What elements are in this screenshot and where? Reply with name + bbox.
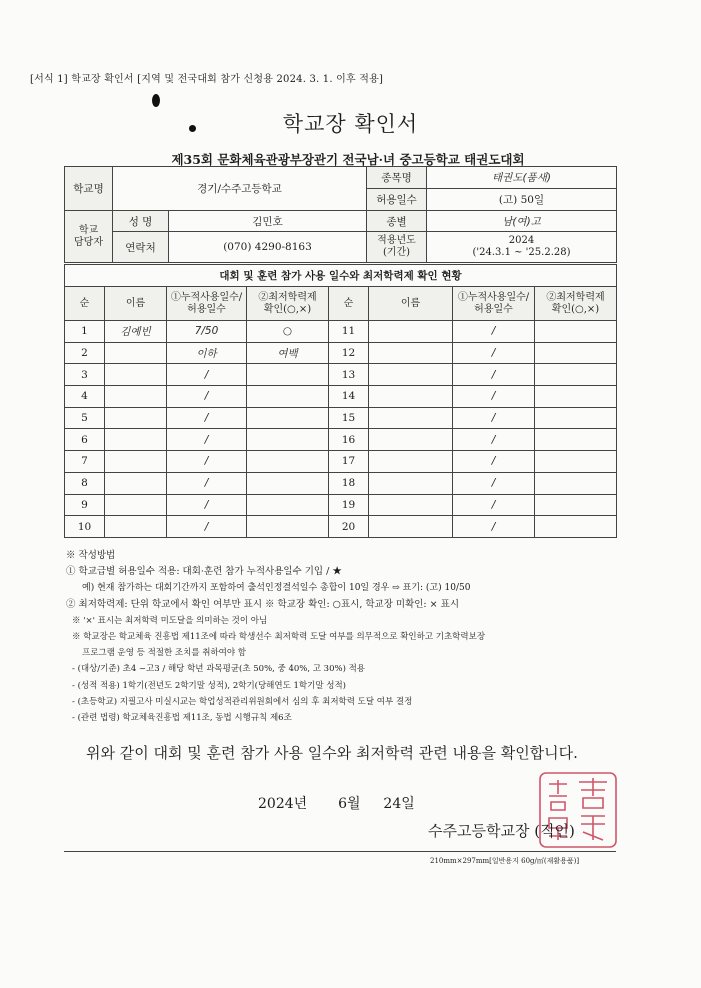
row-no-2: 12: [329, 342, 369, 364]
col-name-header: 이름: [105, 287, 167, 321]
row-no-2: 17: [329, 451, 369, 473]
col-min-line1: ②최저학력제: [258, 291, 317, 303]
manager-label-line1: 학교: [78, 224, 99, 236]
document-title: 학교장 확인서: [282, 112, 419, 136]
row-min-2: [535, 364, 617, 386]
detail-4: - (관련 법령) 학교체육진흥법 제11조, 동법 시행규칙 제6조: [72, 713, 292, 724]
row-min-2: [535, 494, 617, 516]
col-min-header: [247, 287, 329, 321]
row-name-2: [369, 494, 453, 516]
row-days-2: /: [453, 472, 535, 494]
row-min: [247, 451, 329, 473]
detail-3: - (초등학교) 지필고사 미실시교는 학업성적관리위원회에서 심의 후 최저학력 도달 여부 결정: [72, 696, 413, 707]
row-days: /: [167, 386, 247, 408]
usage-row: [65, 516, 617, 538]
year-value: [427, 232, 617, 263]
event-title: 제35회 문화체육관광부장관기 전국남·녀 중고등학교 태권도대회: [171, 152, 525, 167]
row-min: [247, 516, 329, 538]
col-name-header-2: 이름: [369, 287, 453, 321]
row-no-2: 14: [329, 386, 369, 408]
row-days: /: [167, 472, 247, 494]
row-name: [105, 472, 167, 494]
row-min: ○: [247, 321, 329, 343]
usage-row: [65, 472, 617, 494]
event-value: 태권도(품새): [427, 167, 617, 189]
row-days-2: /: [453, 407, 535, 429]
manager-label-line2: 담당자: [74, 236, 103, 248]
detail-2: - (성적 적용) 1학기(전년도 2학기말 성적), 2학기(당해연도 1학기말 성적): [72, 680, 346, 691]
row-name-2: [369, 472, 453, 494]
gender-value: 남(여)고: [427, 211, 617, 232]
usage-row: [65, 386, 617, 408]
usage-row: [65, 494, 617, 516]
row-min: [247, 494, 329, 516]
row-min-2: [535, 429, 617, 451]
row-min: [247, 386, 329, 408]
year-value-line2: ('24.3.1 ~ '25.2.28): [472, 247, 571, 258]
ink-mark: [152, 94, 160, 107]
row-name-2: [369, 342, 453, 364]
row-no: 10: [65, 516, 105, 538]
col-min-header-2: [535, 287, 617, 321]
year-value-line1: 2024: [508, 235, 535, 246]
note-1-example: 예) 현재 참가하는 대회기간까지 포함하여 출석인정결석일수 총합이 10일 경우 ⇨ 표기: (고) 10/50: [82, 583, 471, 594]
usage-table: [64, 264, 617, 538]
col-min-line1: ②최저학력제: [546, 291, 605, 303]
writing-notes: [66, 548, 626, 726]
row-no: 2: [65, 342, 105, 364]
manager-label: [65, 211, 113, 263]
col-days-line2: 허용일수: [474, 303, 513, 315]
row-days-2: /: [453, 429, 535, 451]
row-no-2: 16: [329, 429, 369, 451]
row-days: 7/50: [167, 321, 247, 343]
bottom-divider: [64, 851, 616, 852]
year-label: [367, 232, 427, 263]
paper-spec: 210mm×297mm[일반용지 60g/㎡(재활용품)]: [430, 857, 580, 865]
row-min-2: [535, 516, 617, 538]
usage-row: [65, 364, 617, 386]
row-name: [105, 364, 167, 386]
row-no-2: 19: [329, 494, 369, 516]
row-days: /: [167, 451, 247, 473]
row-name: [105, 451, 167, 473]
principal-signature: 수주고등학교장 (직인): [428, 822, 575, 840]
row-min-2: [535, 386, 617, 408]
row-name: 김예빈: [105, 321, 167, 343]
usage-row: [65, 342, 617, 364]
year-label-line1: 적용년도: [377, 235, 416, 246]
row-days-2: /: [453, 364, 535, 386]
row-days: 이하: [167, 342, 247, 364]
note-2: ② 최저학력제: 단위 학교에서 확인 여부만 표시 ※ 학교장 확인: ○표시, 학교장 미확인: × 표시: [66, 598, 459, 610]
col-no-header: 순: [65, 287, 105, 321]
row-name: [105, 494, 167, 516]
col-days-header-2: [453, 287, 535, 321]
row-no: 5: [65, 407, 105, 429]
year-label-line2: (기간): [382, 247, 411, 258]
col-days-line2: 허용일수: [187, 303, 226, 315]
date-year: 2024년: [258, 796, 308, 812]
col-days-line1: ①누적사용일수/: [457, 291, 530, 303]
row-name: [105, 386, 167, 408]
row-days-2: /: [453, 516, 535, 538]
date-month: 6월: [338, 796, 361, 812]
note-2a: ※ '×' 표시는 최저학력 미도달을 의미하는 것이 아님: [72, 615, 268, 626]
usage-row: [65, 407, 617, 429]
row-no-2: 15: [329, 407, 369, 429]
usage-section-title: 대회 및 훈련 참가 사용 일수와 최저학력제 확인 현황: [65, 265, 617, 287]
allowed-days-value: (고) 50일: [427, 189, 617, 211]
row-days-2: /: [453, 494, 535, 516]
row-days: /: [167, 407, 247, 429]
row-name-2: [369, 321, 453, 343]
row-min: [247, 429, 329, 451]
row-days-2: /: [453, 321, 535, 343]
row-name: [105, 407, 167, 429]
school-value: 경기/수주고등학교: [113, 167, 367, 211]
row-name-2: [369, 364, 453, 386]
col-no-header-2: 순: [329, 287, 369, 321]
row-no: 3: [65, 364, 105, 386]
row-no: 7: [65, 451, 105, 473]
contact-label: 연락처: [113, 232, 169, 263]
row-min-2: [535, 472, 617, 494]
row-name-2: [369, 407, 453, 429]
row-name: [105, 516, 167, 538]
row-no: 1: [65, 321, 105, 343]
col-min-line2: 확인(○,×): [551, 303, 600, 315]
row-no: 4: [65, 386, 105, 408]
col-days-header: [167, 287, 247, 321]
row-days: /: [167, 494, 247, 516]
allowed-days-label: 허용일수: [367, 189, 427, 211]
name-label: 성 명: [113, 211, 169, 232]
row-name: [105, 429, 167, 451]
notes-heading: ※ 작성방법: [66, 550, 116, 561]
note-2b: ※ 학교장은 학교체육 진흥법 제11조에 따라 학생선수 최저학력 도달 여부를 의무적으로 확인하고 기초학력보장: [72, 632, 486, 643]
row-name-2: [369, 451, 453, 473]
row-min-2: [535, 407, 617, 429]
contact-value: (070) 4290-8163: [169, 232, 367, 263]
row-min: [247, 472, 329, 494]
school-label: 학교명: [65, 167, 113, 211]
gender-label: 종별: [367, 211, 427, 232]
confirmation-statement: 위와 같이 대회 및 훈련 참가 사용 일수와 최저학력 관련 내용을 확인합니다.: [86, 744, 578, 762]
row-min: [247, 364, 329, 386]
form-tag: [서식 1] 학교장 확인서 [지역 및 전국대회 참가 신청용 2024. 3. 1. 이후 적용]: [30, 74, 384, 85]
row-min-2: [535, 451, 617, 473]
row-no-2: 18: [329, 472, 369, 494]
usage-row: [65, 429, 617, 451]
row-name-2: [369, 429, 453, 451]
row-no-2: 11: [329, 321, 369, 343]
row-days: /: [167, 364, 247, 386]
date-day: 24일: [383, 796, 415, 812]
row-name-2: [369, 386, 453, 408]
row-min-2: [535, 321, 617, 343]
row-days-2: /: [453, 342, 535, 364]
usage-row: [65, 451, 617, 473]
row-no: 8: [65, 472, 105, 494]
row-min-2: [535, 342, 617, 364]
name-value: 김민호: [169, 211, 367, 232]
row-no-2: 20: [329, 516, 369, 538]
col-days-line1: ①누적사용일수/: [170, 291, 243, 303]
row-no-2: 13: [329, 364, 369, 386]
note-2c: 프로그램 운영 등 적절한 조치를 취하여야 함: [82, 648, 247, 659]
info-table: [64, 166, 617, 263]
col-min-line2: 확인(○,×): [263, 303, 312, 315]
row-name-2: [369, 516, 453, 538]
row-min: 여백: [247, 342, 329, 364]
row-days: /: [167, 516, 247, 538]
event-label: 종목명: [367, 167, 427, 189]
row-days-2: /: [453, 386, 535, 408]
note-1: ① 학교급별 허용일수 적용: 대회·훈련 참가 누적사용일수 기입 / ★: [66, 566, 342, 578]
row-no: 9: [65, 494, 105, 516]
usage-row: [65, 321, 617, 343]
row-days: /: [167, 429, 247, 451]
row-no: 6: [65, 429, 105, 451]
row-name: [105, 342, 167, 364]
row-days-2: /: [453, 451, 535, 473]
issue-date: [258, 793, 415, 813]
row-min: [247, 407, 329, 429]
detail-1: - (대상/기준) 초4 ~고3 / 해당 학년 과목평균(초 50%, 중 40%, 고 30%) 적용: [72, 664, 366, 675]
